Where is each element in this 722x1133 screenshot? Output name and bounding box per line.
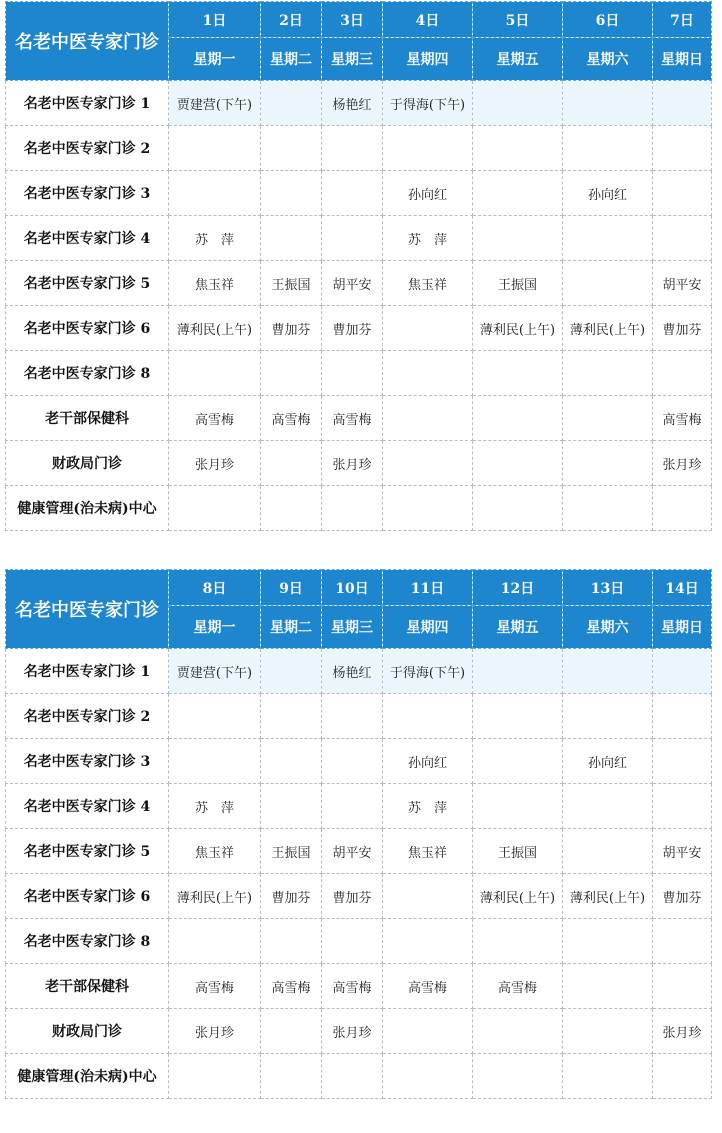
doctor-cell (653, 784, 712, 829)
table-row (6, 784, 712, 829)
doctor-cell: 薄利民(上午) (563, 306, 653, 351)
doctor-cell (653, 126, 712, 171)
doctor-cell (383, 1009, 473, 1054)
doctor-cell: 胡平安 (653, 261, 712, 306)
doctor-cell (563, 649, 653, 694)
clinic-name: 名老中医专家门诊 8 (6, 351, 169, 396)
doctor-cell (261, 649, 322, 694)
weekday-header: 星期一 (169, 38, 261, 81)
doctor-cell (563, 81, 653, 126)
doctor-cell (169, 694, 261, 739)
date-header: 8日 (169, 570, 261, 606)
doctor-cell (383, 306, 473, 351)
doctor-cell: 薄利民(上午) (169, 874, 261, 919)
doctor-cell: 高雪梅 (261, 964, 322, 1009)
doctor-cell: 高雪梅 (322, 964, 383, 1009)
doctor-cell (261, 694, 322, 739)
clinic-name: 老干部保健科 (6, 964, 169, 1009)
date-header: 10日 (322, 570, 383, 606)
clinic-name: 名老中医专家门诊 5 (6, 261, 169, 306)
doctor-cell: 高雪梅 (383, 964, 473, 1009)
weekday-header: 星期四 (383, 38, 473, 81)
doctor-cell (383, 396, 473, 441)
doctor-cell (563, 261, 653, 306)
doctor-cell (653, 649, 712, 694)
date-header: 14日 (653, 570, 712, 606)
doctor-cell: 孙向红 (383, 171, 473, 216)
doctor-cell (383, 441, 473, 486)
doctor-cell: 苏 萍 (383, 216, 473, 261)
doctor-cell: 苏 萍 (383, 784, 473, 829)
doctor-cell (322, 351, 383, 396)
date-header: 13日 (563, 570, 653, 606)
doctor-cell: 于得海(下午) (383, 649, 473, 694)
table-row (6, 306, 712, 351)
table-row (6, 261, 712, 306)
doctor-cell: 曹加芬 (261, 874, 322, 919)
clinic-name: 健康管理(治未病)中心 (6, 486, 169, 531)
doctor-cell: 孙向红 (563, 739, 653, 784)
doctor-cell (563, 694, 653, 739)
doctor-cell: 杨艳红 (322, 81, 383, 126)
clinic-name: 名老中医专家门诊 2 (6, 126, 169, 171)
doctor-cell: 薄利民(上午) (563, 874, 653, 919)
doctor-cell: 王振国 (473, 829, 563, 874)
doctor-cell: 张月珍 (322, 441, 383, 486)
doctor-cell (383, 351, 473, 396)
doctor-cell (653, 964, 712, 1009)
doctor-cell: 薄利民(上午) (169, 306, 261, 351)
doctor-cell (473, 784, 563, 829)
weekday-header: 星期二 (261, 38, 322, 81)
doctor-cell (383, 126, 473, 171)
clinic-name: 名老中医专家门诊 6 (6, 306, 169, 351)
doctor-cell (322, 784, 383, 829)
doctor-cell (322, 694, 383, 739)
doctor-cell (261, 1054, 322, 1099)
doctor-cell: 薄利民(上午) (473, 874, 563, 919)
doctor-cell (473, 81, 563, 126)
weekday-header: 星期日 (653, 606, 712, 649)
doctor-cell (653, 216, 712, 261)
doctor-cell: 焦玉祥 (169, 261, 261, 306)
date-header: 4日 (383, 2, 473, 38)
doctor-cell (653, 171, 712, 216)
date-header: 7日 (653, 2, 712, 38)
doctor-cell: 曹加芬 (653, 874, 712, 919)
table-row (6, 171, 712, 216)
schedule-table-2 (5, 569, 712, 1099)
header-date-row (6, 2, 712, 38)
doctor-cell: 贾建营(下午) (169, 649, 261, 694)
doctor-cell: 焦玉祥 (383, 829, 473, 874)
weekday-header: 星期三 (322, 38, 383, 81)
table-row (6, 1054, 712, 1099)
doctor-cell: 曹加芬 (261, 306, 322, 351)
clinic-name: 名老中医专家门诊 4 (6, 216, 169, 261)
doctor-cell (169, 1054, 261, 1099)
doctor-cell (383, 486, 473, 531)
doctor-cell: 王振国 (261, 829, 322, 874)
doctor-cell (473, 486, 563, 531)
table-row (6, 81, 712, 126)
weekday-header: 星期五 (473, 606, 563, 649)
doctor-cell (563, 126, 653, 171)
clinic-name: 名老中医专家门诊 5 (6, 829, 169, 874)
date-header: 3日 (322, 2, 383, 38)
table-row (6, 351, 712, 396)
doctor-cell (169, 919, 261, 964)
doctor-cell: 高雪梅 (473, 964, 563, 1009)
doctor-cell (473, 649, 563, 694)
clinic-name: 名老中医专家门诊 4 (6, 784, 169, 829)
doctor-cell: 高雪梅 (169, 964, 261, 1009)
clinic-name: 名老中医专家门诊 6 (6, 874, 169, 919)
doctor-cell (563, 1009, 653, 1054)
doctor-cell: 张月珍 (322, 1009, 383, 1054)
doctor-cell (653, 351, 712, 396)
doctor-cell: 曹加芬 (322, 874, 383, 919)
doctor-cell (473, 694, 563, 739)
date-header: 12日 (473, 570, 563, 606)
date-header: 5日 (473, 2, 563, 38)
doctor-cell: 曹加芬 (653, 306, 712, 351)
doctor-cell (563, 351, 653, 396)
doctor-cell (169, 351, 261, 396)
table-row (6, 874, 712, 919)
doctor-cell (653, 919, 712, 964)
table-row (6, 649, 712, 694)
doctor-cell (261, 919, 322, 964)
doctor-cell (261, 486, 322, 531)
clinic-name: 名老中医专家门诊 1 (6, 81, 169, 126)
doctor-cell (169, 486, 261, 531)
date-header: 9日 (261, 570, 322, 606)
doctor-cell (563, 1054, 653, 1099)
doctor-cell (169, 739, 261, 784)
doctor-cell: 高雪梅 (653, 396, 712, 441)
doctor-cell: 孙向红 (563, 171, 653, 216)
doctor-cell (322, 216, 383, 261)
clinic-name: 财政局门诊 (6, 1009, 169, 1054)
doctor-cell (653, 486, 712, 531)
doctor-cell (473, 396, 563, 441)
doctor-cell (473, 1009, 563, 1054)
date-header: 11日 (383, 570, 473, 606)
doctor-cell: 张月珍 (169, 1009, 261, 1054)
doctor-cell (473, 919, 563, 964)
clinic-name: 名老中医专家门诊 1 (6, 649, 169, 694)
table-row (6, 216, 712, 261)
doctor-cell (383, 694, 473, 739)
doctor-cell: 胡平安 (653, 829, 712, 874)
table-title: 名老中医专家门诊 (6, 2, 169, 81)
doctor-cell (563, 486, 653, 531)
doctor-cell (473, 441, 563, 486)
doctor-cell (322, 126, 383, 171)
doctor-cell: 苏 萍 (169, 216, 261, 261)
doctor-cell: 杨艳红 (322, 649, 383, 694)
table-row (6, 919, 712, 964)
table-row (6, 441, 712, 486)
doctor-cell (563, 919, 653, 964)
doctor-cell (261, 351, 322, 396)
doctor-cell: 张月珍 (653, 1009, 712, 1054)
doctor-cell (473, 216, 563, 261)
doctor-cell: 曹加芬 (322, 306, 383, 351)
doctor-cell (261, 216, 322, 261)
table-row (6, 396, 712, 441)
table-row (6, 126, 712, 171)
doctor-cell (563, 829, 653, 874)
doctor-cell: 张月珍 (653, 441, 712, 486)
table-row (6, 739, 712, 784)
table-row (6, 1009, 712, 1054)
doctor-cell: 焦玉祥 (383, 261, 473, 306)
doctor-cell: 贾建营(下午) (169, 81, 261, 126)
doctor-cell (473, 1054, 563, 1099)
doctor-cell: 薄利民(上午) (473, 306, 563, 351)
doctor-cell: 王振国 (261, 261, 322, 306)
clinic-name: 健康管理(治未病)中心 (6, 1054, 169, 1099)
doctor-cell (383, 1054, 473, 1099)
doctor-cell: 张月珍 (169, 441, 261, 486)
doctor-cell (563, 396, 653, 441)
doctor-cell (261, 739, 322, 784)
clinic-name: 名老中医专家门诊 3 (6, 171, 169, 216)
doctor-cell (322, 739, 383, 784)
doctor-cell (563, 784, 653, 829)
doctor-cell (383, 919, 473, 964)
table-title: 名老中医专家门诊 (6, 570, 169, 649)
weekday-header: 星期六 (563, 38, 653, 81)
date-header: 6日 (563, 2, 653, 38)
doctor-cell (261, 1009, 322, 1054)
doctor-cell (261, 784, 322, 829)
doctor-cell (563, 441, 653, 486)
doctor-cell: 王振国 (473, 261, 563, 306)
doctor-cell (169, 171, 261, 216)
doctor-cell: 于得海(下午) (383, 81, 473, 126)
doctor-cell: 胡平安 (322, 829, 383, 874)
doctor-cell (169, 126, 261, 171)
date-header: 2日 (261, 2, 322, 38)
doctor-cell: 高雪梅 (261, 396, 322, 441)
doctor-cell: 高雪梅 (169, 396, 261, 441)
doctor-cell (261, 441, 322, 486)
clinic-name: 名老中医专家门诊 2 (6, 694, 169, 739)
doctor-cell: 焦玉祥 (169, 829, 261, 874)
doctor-cell (383, 874, 473, 919)
clinic-name: 财政局门诊 (6, 441, 169, 486)
doctor-cell (261, 171, 322, 216)
doctor-cell (322, 919, 383, 964)
doctor-cell (653, 1054, 712, 1099)
weekday-header: 星期三 (322, 606, 383, 649)
header-date-row (6, 570, 712, 606)
schedule-table-1 (5, 1, 712, 531)
doctor-cell (473, 351, 563, 396)
doctor-cell: 胡平安 (322, 261, 383, 306)
weekday-header: 星期四 (383, 606, 473, 649)
table-row (6, 829, 712, 874)
doctor-cell (261, 126, 322, 171)
doctor-cell (473, 171, 563, 216)
doctor-cell (563, 216, 653, 261)
weekday-header: 星期日 (653, 38, 712, 81)
doctor-cell (261, 81, 322, 126)
doctor-cell: 高雪梅 (322, 396, 383, 441)
doctor-cell (653, 739, 712, 784)
clinic-name: 老干部保健科 (6, 396, 169, 441)
doctor-cell (653, 694, 712, 739)
weekday-header: 星期六 (563, 606, 653, 649)
doctor-cell (653, 81, 712, 126)
table-row (6, 486, 712, 531)
date-header: 1日 (169, 2, 261, 38)
doctor-cell (322, 1054, 383, 1099)
doctor-cell (322, 171, 383, 216)
doctor-cell: 苏 萍 (169, 784, 261, 829)
clinic-name: 名老中医专家门诊 8 (6, 919, 169, 964)
clinic-name: 名老中医专家门诊 3 (6, 739, 169, 784)
weekday-header: 星期一 (169, 606, 261, 649)
weekday-header: 星期二 (261, 606, 322, 649)
weekday-header: 星期五 (473, 38, 563, 81)
doctor-cell (473, 739, 563, 784)
table-row (6, 964, 712, 1009)
doctor-cell: 孙向红 (383, 739, 473, 784)
table-row (6, 694, 712, 739)
doctor-cell (473, 126, 563, 171)
doctor-cell (563, 964, 653, 1009)
doctor-cell (322, 486, 383, 531)
